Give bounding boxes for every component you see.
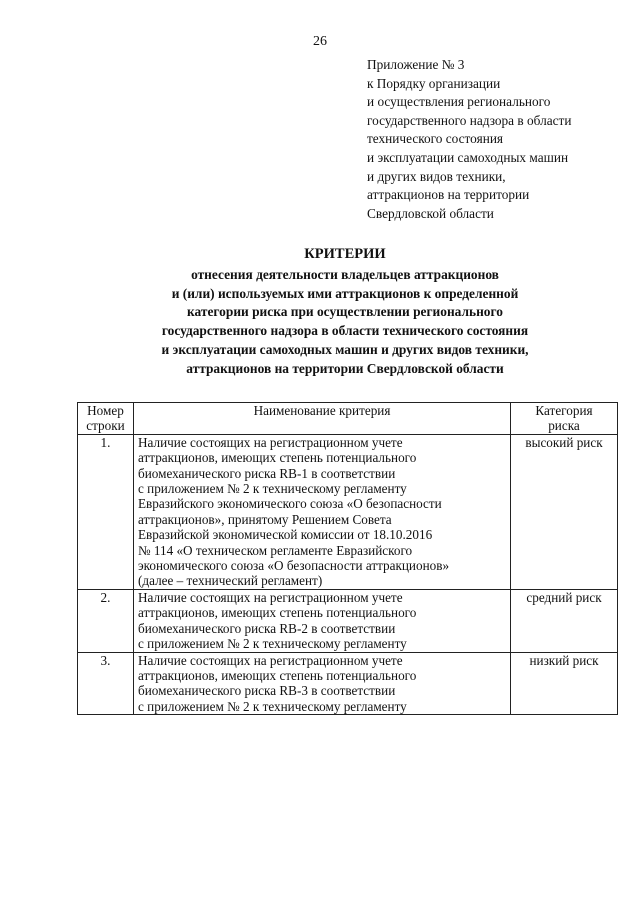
criterion-line: Наличие состоящих на регистрационном учете bbox=[138, 652, 403, 668]
row-criterion bbox=[134, 434, 511, 589]
header-name: Наименование критерия bbox=[134, 403, 511, 435]
criterion-line: биомеханического риска RB-3 в соответствии bbox=[138, 683, 396, 699]
appendix-line: Свердловской области bbox=[367, 205, 494, 221]
page-number: 26 bbox=[313, 34, 327, 49]
document-title: КРИТЕРИИ bbox=[304, 246, 386, 262]
criterion-line: № 114 «О техническом регламенте Евразийского bbox=[138, 542, 413, 558]
appendix-line: технического состояния bbox=[367, 131, 504, 147]
criterion-line: аттракционов, имеющих степень потенциального bbox=[138, 667, 417, 683]
subtitle-line: аттракционов на территории Свердловской области bbox=[186, 360, 504, 376]
criterion-line: с приложением № 2 к техническому регламенту bbox=[138, 636, 407, 652]
row-criterion bbox=[134, 652, 511, 715]
criteria-table bbox=[77, 402, 618, 715]
row-number: 3. bbox=[78, 652, 134, 715]
criterion-line: с приложением № 2 к техническому регламенту bbox=[138, 698, 407, 714]
criterion-line: Наличие состоящих на регистрационном учете bbox=[138, 434, 403, 450]
criterion-line: Евразийской экономической комиссии от 18.10.2016 bbox=[138, 527, 433, 543]
row-number: 1. bbox=[78, 434, 134, 589]
header-number-line: Номер bbox=[87, 403, 124, 418]
document-subtitle bbox=[0, 266, 640, 378]
row-risk-category: средний риск bbox=[511, 589, 618, 652]
appendix-line: государственного надзора в области bbox=[367, 112, 572, 128]
appendix-line: и осуществления регионального bbox=[367, 94, 551, 110]
criterion-line: биомеханического риска RB-2 в соответствии bbox=[138, 620, 396, 636]
header-category-line: Категория bbox=[535, 403, 593, 418]
table-row bbox=[78, 589, 618, 652]
criterion-line: экономического союза «О безопасности аттракционов» bbox=[138, 558, 450, 574]
criterion-line: аттракционов, имеющих степень потенциального bbox=[138, 605, 417, 621]
header-number bbox=[78, 403, 134, 435]
row-risk-category: высокий риск bbox=[511, 434, 618, 589]
appendix-line: Приложение № 3 bbox=[367, 57, 465, 72]
header-number-line: строки bbox=[86, 418, 125, 434]
appendix-line: и эксплуатации самоходных машин bbox=[367, 149, 569, 165]
subtitle-line: категории риска при осуществлении регионального bbox=[187, 304, 503, 320]
subtitle-line: отнесения деятельности владельцев аттракционов bbox=[191, 267, 499, 282]
subtitle-line: и (или) используемых ими аттракционов к определенной bbox=[171, 285, 519, 301]
subtitle-line: государственного надзора в области технического состояния bbox=[161, 323, 529, 339]
table-header-row bbox=[78, 403, 618, 435]
table-row bbox=[78, 434, 618, 589]
row-risk-category: низкий риск bbox=[511, 652, 618, 715]
header-category bbox=[511, 403, 618, 435]
appendix-note bbox=[367, 56, 629, 223]
appendix-line: аттракционов на территории bbox=[367, 187, 530, 203]
criterion-line: аттракционов, имеющих степень потенциального bbox=[138, 450, 417, 466]
subtitle-line: и эксплуатации самоходных машин и других видов техники, bbox=[161, 341, 529, 357]
criterion-line: аттракционов», принятому Решением Совета bbox=[138, 511, 392, 527]
criterion-line: биомеханического риска RB-1 в соответствии bbox=[138, 465, 396, 481]
appendix-line: к Порядку организации bbox=[367, 75, 501, 91]
row-criterion bbox=[134, 589, 511, 652]
criterion-line: с приложением № 2 к техническому регламенту bbox=[138, 481, 407, 497]
header-category-line: риска bbox=[548, 418, 580, 434]
criterion-line: Евразийского экономического союза «О безопасности bbox=[138, 496, 442, 512]
criterion-line: (далее – технический регламент) bbox=[138, 573, 323, 589]
criterion-line: Наличие состоящих на регистрационном учете bbox=[138, 589, 403, 605]
table-row bbox=[78, 652, 618, 715]
appendix-line: и других видов техники, bbox=[367, 168, 506, 184]
row-number: 2. bbox=[78, 589, 134, 652]
